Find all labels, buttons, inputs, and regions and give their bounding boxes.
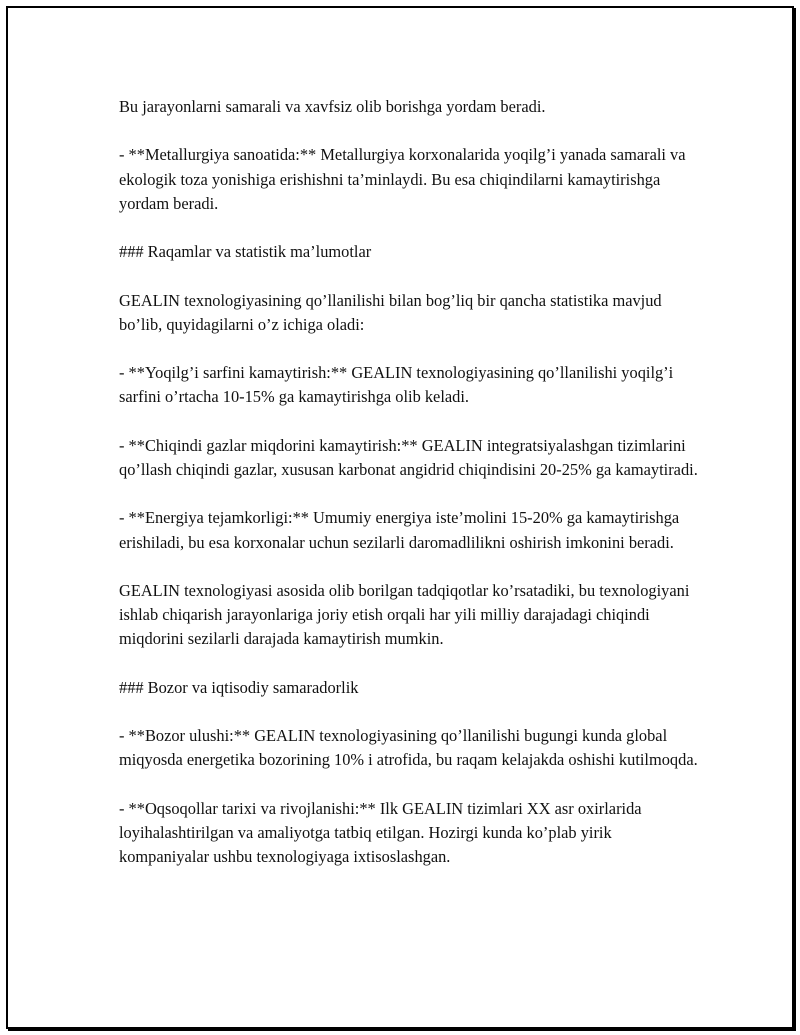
bullet-fuel-consumption: - **Yoqilg’i sarfini kamaytirish:** GEALIN texnologiyasining qo’llanilishi yoqilg’i sarfini o’rtacha 10-15% ga kamaytirishga olib keladi. (119, 363, 674, 407)
bullet-market-share: - **Bozor ulushi:** GEALIN texnologiyasining qo’llanilishi bugungi kunda global miqyosda energetika bozorining 10% i atrofida, bu raqam kelajakda oshishi kutilmoqda. (119, 726, 698, 770)
paragraph-statistics-intro: GEALIN texnologiyasining qo’llanilishi bilan bog’liq bir qancha statistika mavjud bo’lib, quyidagilarni o’z ichiga oladi: (119, 290, 662, 334)
paragraph-research: GEALIN texnologiyasi asosida olib borilgan tadqiqotlar ko’rsatadiki, bu texnologiyani ishlab chiqarish jarayonlariga joriy etish orqali har yili milliy darajadagi chiqindi miqdorini sezilarli darajada kamaytirish mumkin. (119, 580, 690, 649)
heading-statistics: ### Raqamlar va statistik ma’lumotlar (119, 242, 372, 262)
paragraph-intro: Bu jarayonlarni samarali va xavfsiz olib borishga yordam beradi. (119, 97, 546, 116)
bullet-history: - **Oqsoqollar tarixi va rivojlanishi:** Ilk GEALIN tizimlari XX asr oxirlarida loyihalashtirilgan va amaliyotga tatbiq etilgan. Hozirgi kunda ko’plab yirik kompaniyalar ushbu texnologiyaga ixtisoslashgan. (119, 798, 642, 867)
page-border (6, 6, 794, 1029)
document-body (119, 95, 699, 869)
heading-market: ### Bozor va iqtisodiy samaradorlik (119, 677, 359, 697)
bullet-energy-efficiency: - **Energiya tejamkorligi:** Umumiy energiya iste’molini 15-20% ga kamaytirishga erishiladi, bu esa korxonalar uchun sezilarli daromadlilikni oshirish imkonini beradi. (119, 508, 680, 552)
bullet-exhaust-gases: - **Chiqindi gazlar miqdorini kamaytirish:** GEALIN integratsiyalashgan tizimlarini qo’llash chiqindi gazlar, xususan karbonat angidrid chiqindisini 20-25% ga kamaytiradi. (119, 435, 698, 479)
bullet-metallurgy: - **Metallurgiya sanoatida:** Metallurgiya korxonalarida yoqilg’i yanada samarali va ekologik toza yonishiga erishishni ta’minlaydi. Bu esa chiqindilarni kamaytirishga yordam beradi. (119, 145, 686, 213)
